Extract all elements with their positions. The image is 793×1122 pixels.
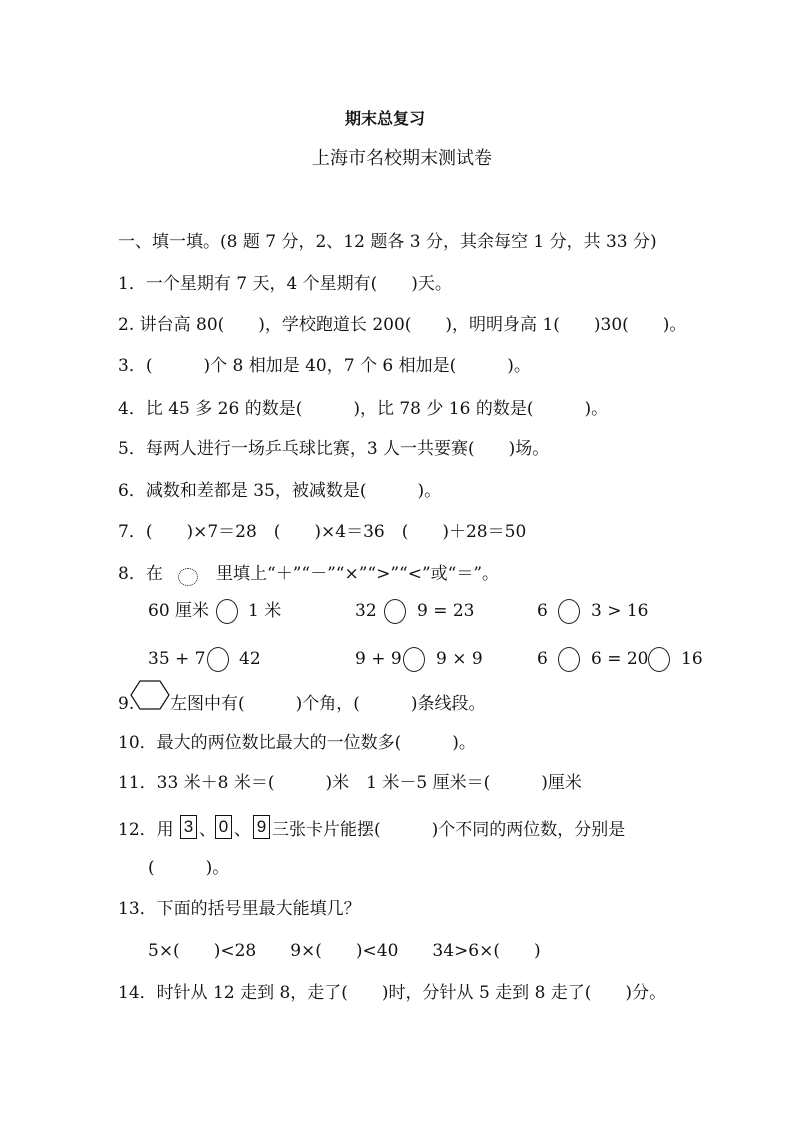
question-4: 4．比 45 多 26 的数是( )，比 78 少 16 的数是( )。 (118, 399, 609, 419)
q8-r1a-right: 1 米 (248, 601, 282, 621)
question-12-suffix: 三张卡片能摆( )个不同的两位数，分别是 (272, 820, 626, 840)
section-heading: 一、填一填。(8 题 7 分，2、12 题各 3 分，其余每空 1 分，共 33 分) (118, 232, 657, 252)
question-9-number: 9. (118, 694, 135, 714)
q8-r2a-right: 42 (239, 649, 261, 669)
question-1: 1．一个星期有 7 天，4 个星期有( )天。 (118, 274, 452, 294)
q8-r2c-left: 6 (537, 649, 548, 669)
question-6: 6．减数和差都是 35，被减数是( )。 (118, 481, 442, 501)
answer-circle[interactable] (403, 647, 425, 672)
answer-circle[interactable] (558, 647, 580, 672)
question-11: 11．33 米＋8 米＝( )米 1 米－5 厘米＝( )厘米 (118, 773, 582, 793)
q8-r2a-left: 35 + 7 (148, 649, 206, 669)
question-12-prefix: 12．用 (118, 820, 174, 840)
q8-r2b-right: 9 × 9 (436, 649, 483, 669)
question-7: 7．( )×7＝28 ( )×4＝36 ( )＋28＝50 (118, 522, 527, 542)
dotted-circle-icon (178, 568, 198, 586)
answer-circle[interactable] (207, 647, 229, 672)
exam-title: 期末总复习 (345, 109, 426, 128)
digit-card-9: 9 (253, 815, 270, 839)
answer-circle[interactable] (558, 599, 580, 624)
question-13: 13．下面的括号里最大能填几？ (118, 899, 361, 919)
digit-card-3: 3 (180, 815, 197, 839)
question-10: 10．最大的两位数比最大的一位数多( )。 (118, 733, 476, 753)
q8-r2c-right: 16 (681, 649, 703, 669)
q8-r2b-left: 9 + 9 (355, 649, 402, 669)
answer-circle[interactable] (384, 599, 406, 624)
q8-r1c-right: 3 > 16 (591, 601, 649, 621)
digit-card-0: 0 (215, 815, 232, 839)
q8-r1a-left: 60 厘米 (148, 601, 210, 621)
question-8-prefix: 8．在 (118, 564, 163, 584)
question-8-suffix: 里填上“＋”“－”“×”“>”“<”或“＝”。 (216, 564, 500, 584)
question-3: 3．( )个 8 相加是 40，7 个 6 相加是( )。 (118, 356, 531, 376)
q8-r1c-left: 6 (537, 601, 548, 621)
exam-subtitle: 上海市名校期末测试卷 (312, 148, 492, 169)
hexagon-figure-icon (130, 680, 170, 710)
question-13-items: 5×( )<28 9×( )<40 34>6×( ) (148, 941, 541, 961)
question-12-line2: ( )。 (148, 858, 230, 878)
question-12-sep2: 、 (234, 820, 251, 840)
question-2: 2. 讲台高 80( )，学校跑道长 200( )，明明身高 1( )30( )。 (118, 315, 687, 335)
question-14: 14．时针从 12 走到 8，走了( )时，分针从 5 走到 8 走了( )分。 (118, 983, 667, 1003)
q8-r1b-left: 32 (355, 601, 377, 621)
q8-r1b-right: 9 = 23 (417, 601, 475, 621)
q8-r2c-mid: 6 = 20 (591, 649, 649, 669)
question-5: 5．每两人进行一场乒乓球比赛，3 人一共要赛( )场。 (118, 439, 550, 459)
question-12-sep1: 、 (199, 820, 216, 840)
answer-circle[interactable] (648, 647, 670, 672)
question-9-text: 左图中有( )个角，( )条线段。 (170, 694, 486, 714)
answer-circle[interactable] (216, 599, 238, 624)
